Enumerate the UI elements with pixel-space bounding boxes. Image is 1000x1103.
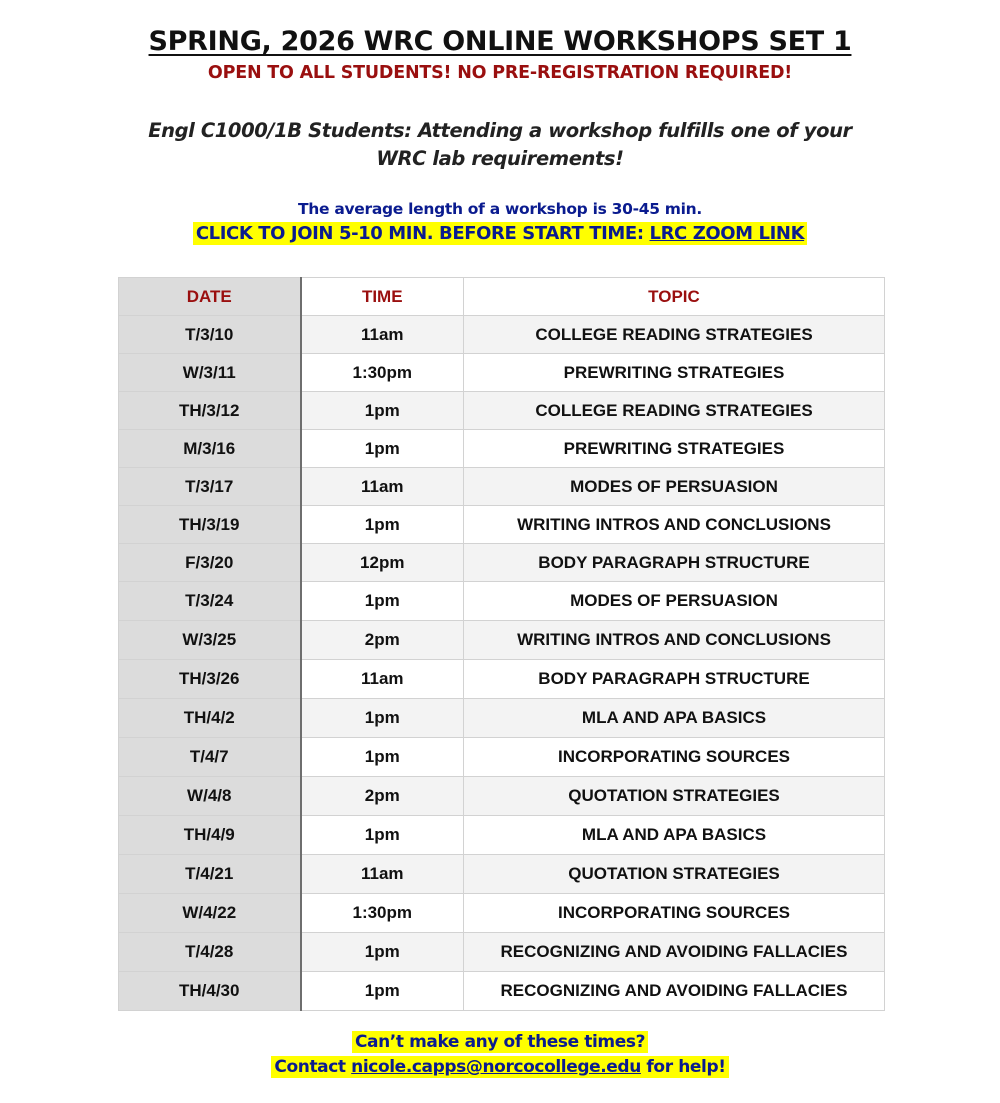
time-cell: 1pm <box>301 972 464 1011</box>
date-cell: W/4/22 <box>119 894 301 933</box>
date-cell: TH/4/9 <box>119 816 301 855</box>
topic-cell: RECOGNIZING AND AVOIDING FALLACIES <box>464 933 885 972</box>
column-header-date: DATE <box>119 278 301 316</box>
table-row <box>119 430 885 468</box>
topic-cell: INCORPORATING SOURCES <box>464 894 885 933</box>
table-header-row <box>119 278 885 316</box>
topic-cell: MLA AND APA BASICS <box>464 699 885 738</box>
date-cell: TH/4/30 <box>119 972 301 1011</box>
table-row <box>119 699 885 738</box>
time-cell: 1pm <box>301 933 464 972</box>
date-cell: T/3/24 <box>119 582 301 621</box>
average-length-note: The average length of a workshop is 30-45 min. <box>298 200 702 218</box>
table-row <box>119 544 885 582</box>
footer-contact <box>0 1056 1000 1078</box>
table-row <box>119 933 885 972</box>
table-row <box>119 660 885 699</box>
topic-cell: MODES OF PERSUASION <box>464 468 885 506</box>
table-row <box>119 392 885 430</box>
table-row <box>119 855 885 894</box>
page-title <box>0 26 1000 57</box>
table-row <box>119 738 885 777</box>
footer-question <box>0 1031 1000 1053</box>
column-header-time: TIME <box>301 278 464 316</box>
contact-prefix: Contact <box>274 1057 352 1077</box>
time-cell: 1pm <box>301 392 464 430</box>
time-cell: 2pm <box>301 777 464 816</box>
date-cell: TH/3/26 <box>119 660 301 699</box>
topic-cell: COLLEGE READING STRATEGIES <box>464 316 885 354</box>
table-row <box>119 972 885 1011</box>
topic-cell: BODY PARAGRAPH STRUCTURE <box>464 660 885 699</box>
time-cell: 1pm <box>301 582 464 621</box>
lab-requirement-note <box>0 117 1000 173</box>
date-cell: TH/3/19 <box>119 506 301 544</box>
date-cell: T/4/28 <box>119 933 301 972</box>
footer-question-text: Can’t make any of these times? <box>352 1031 648 1053</box>
time-cell: 12pm <box>301 544 464 582</box>
time-cell: 11am <box>301 660 464 699</box>
topic-cell: WRITING INTROS AND CONCLUSIONS <box>464 506 885 544</box>
date-cell: F/3/20 <box>119 544 301 582</box>
table-row <box>119 621 885 660</box>
table-row <box>119 468 885 506</box>
page-title-text: SPRING, 2026 WRC ONLINE WORKSHOPS SET 1 <box>148 26 852 57</box>
table-row <box>119 777 885 816</box>
time-cell: 1pm <box>301 738 464 777</box>
date-cell: T/3/17 <box>119 468 301 506</box>
join-prefix-text: CLICK TO JOIN 5-10 MIN. BEFORE START TIME: <box>195 223 650 244</box>
topic-cell: MLA AND APA BASICS <box>464 816 885 855</box>
column-header-topic: TOPIC <box>464 278 885 316</box>
date-cell: TH/4/2 <box>119 699 301 738</box>
join-highlight <box>193 222 807 245</box>
time-cell: 2pm <box>301 621 464 660</box>
table-row <box>119 506 885 544</box>
topic-cell: QUOTATION STRATEGIES <box>464 777 885 816</box>
page-subtitle: OPEN TO ALL STUDENTS! NO PRE-REGISTRATION REQUIRED! <box>207 63 793 83</box>
topic-cell: MODES OF PERSUASION <box>464 582 885 621</box>
join-instructions <box>0 222 1000 245</box>
time-cell: 1:30pm <box>301 894 464 933</box>
table-row <box>119 316 885 354</box>
date-cell: TH/3/12 <box>119 392 301 430</box>
contact-suffix: for help! <box>640 1057 726 1077</box>
lrc-zoom-link[interactable]: LRC ZOOM LINK <box>649 223 805 244</box>
date-cell: T/3/10 <box>119 316 301 354</box>
time-cell: 1pm <box>301 699 464 738</box>
topic-cell: BODY PARAGRAPH STRUCTURE <box>464 544 885 582</box>
topic-cell: RECOGNIZING AND AVOIDING FALLACIES <box>464 972 885 1011</box>
topic-cell: WRITING INTROS AND CONCLUSIONS <box>464 621 885 660</box>
time-cell: 11am <box>301 855 464 894</box>
table-row <box>119 816 885 855</box>
contact-email-link[interactable]: nicole.capps@norcocollege.edu <box>351 1057 641 1077</box>
time-cell: 1pm <box>301 816 464 855</box>
date-cell: T/4/21 <box>119 855 301 894</box>
lab-note-line-1: Engl C1000/1B Students: Attending a workshop fulfills one of your <box>148 119 852 142</box>
table-row <box>119 354 885 392</box>
date-cell: W/3/25 <box>119 621 301 660</box>
topic-cell: INCORPORATING SOURCES <box>464 738 885 777</box>
workshop-schedule-table <box>118 277 885 1011</box>
date-cell: M/3/16 <box>119 430 301 468</box>
topic-cell: COLLEGE READING STRATEGIES <box>464 392 885 430</box>
table-row <box>119 894 885 933</box>
time-cell: 1pm <box>301 430 464 468</box>
date-cell: T/4/7 <box>119 738 301 777</box>
time-cell: 11am <box>301 316 464 354</box>
date-cell: W/4/8 <box>119 777 301 816</box>
time-cell: 1pm <box>301 506 464 544</box>
topic-cell: QUOTATION STRATEGIES <box>464 855 885 894</box>
footer-contact-highlight <box>271 1056 728 1078</box>
time-cell: 1:30pm <box>301 354 464 392</box>
table-row <box>119 582 885 621</box>
time-cell: 11am <box>301 468 464 506</box>
topic-cell: PREWRITING STRATEGIES <box>464 430 885 468</box>
topic-cell: PREWRITING STRATEGIES <box>464 354 885 392</box>
lab-note-line-2: WRC lab requirements! <box>376 147 624 170</box>
date-cell: W/3/11 <box>119 354 301 392</box>
